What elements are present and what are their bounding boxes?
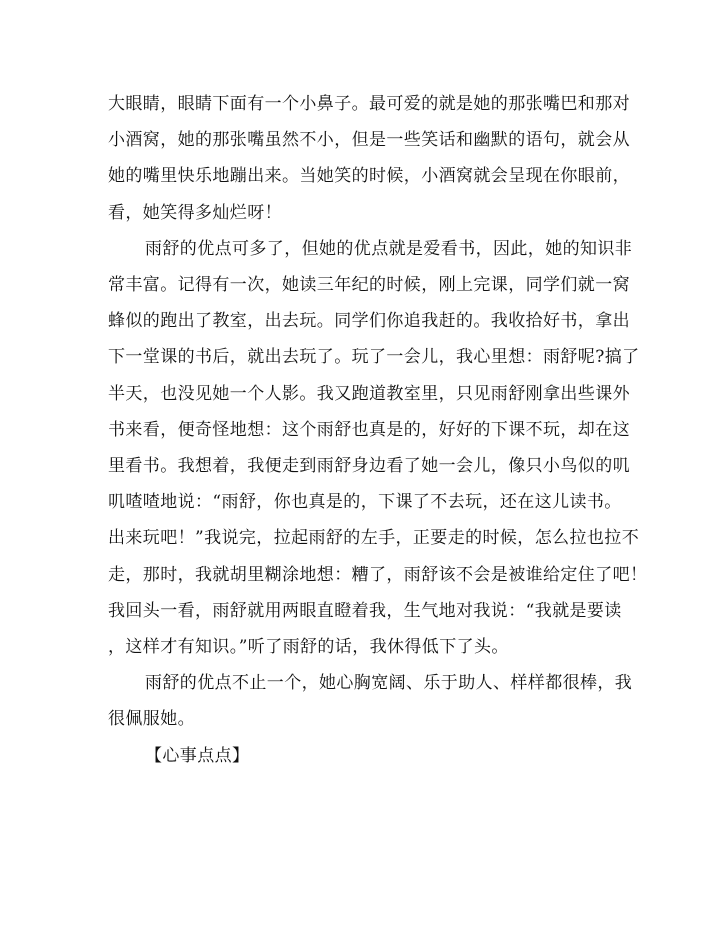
text-line: 蜂似的跑出了教室，出去玩。同学们你追我赶的。我收拾好书，拿出 xyxy=(108,311,630,332)
paragraph-2 xyxy=(108,231,648,665)
text-line: 很佩服她。 xyxy=(108,709,195,730)
text-line: 我回头一看，雨舒就用两眼直瞪着我，生气地对我说：“我就是要读 xyxy=(108,600,622,621)
text-line: 书来看，便奇怪地想：这个雨舒也真是的，好好的下课不玩，却在这 xyxy=(108,419,630,440)
text-line: 她的嘴里快乐地蹦出来。当她笑的时候，小酒窝就会呈现在你眼前， xyxy=(108,166,630,187)
text-line: 叽喳喳地说：“雨舒，你也真是的，下课了不去玩，还在这儿读书。 xyxy=(108,492,622,513)
text-line: 出来玩吧！”我说完，拉起雨舒的左手，正要走的时候，怎么拉也拉不 xyxy=(108,528,640,549)
text-line: 雨舒的优点不止一个，她心胸宽阔、乐于助人、样样都很棒，我 xyxy=(145,673,633,694)
text-line: 雨舒的优点可多了，但她的优点就是爱看书，因此，她的知识非 xyxy=(145,238,633,259)
text-line: 下一堂课的书后，就出去玩了。玩了一会儿，我心里想：雨舒呢?搞了 xyxy=(108,347,640,368)
paragraph-3 xyxy=(108,665,633,737)
text-line: 走，那时，我就胡里糊涂地想：糟了，雨舒该不会是被谁给定住了吧！ xyxy=(108,564,648,585)
document-page xyxy=(108,86,648,774)
text-line: 大眼睛，眼睛下面有一个小鼻子。最可爱的就是她的那张嘴巴和那对 xyxy=(108,94,630,114)
text-line: 常丰富。记得有一次，她读三年纪的时候，刚上完课，同学们就一窝 xyxy=(108,275,630,296)
text-line: 小酒窝，她的那张嘴虽然不小，但是一些笑话和幽默的语句，就会从 xyxy=(108,130,630,151)
text-line: ，这样才有知识。”听了雨舒的话，我休得低下了头。 xyxy=(108,637,509,658)
text-line: 看，她笑得多灿烂呀！ xyxy=(108,202,282,223)
text-line: 半天，也没见她一个人影。我又跑道教室里，只见雨舒刚拿出些课外 xyxy=(108,383,630,404)
text-line: 里看书。我想着，我便走到雨舒身边看了她一会儿，像只小鸟似的叽 xyxy=(108,456,630,477)
paragraph-1 xyxy=(108,86,630,231)
section-heading: 【心事点点】 xyxy=(145,745,250,766)
